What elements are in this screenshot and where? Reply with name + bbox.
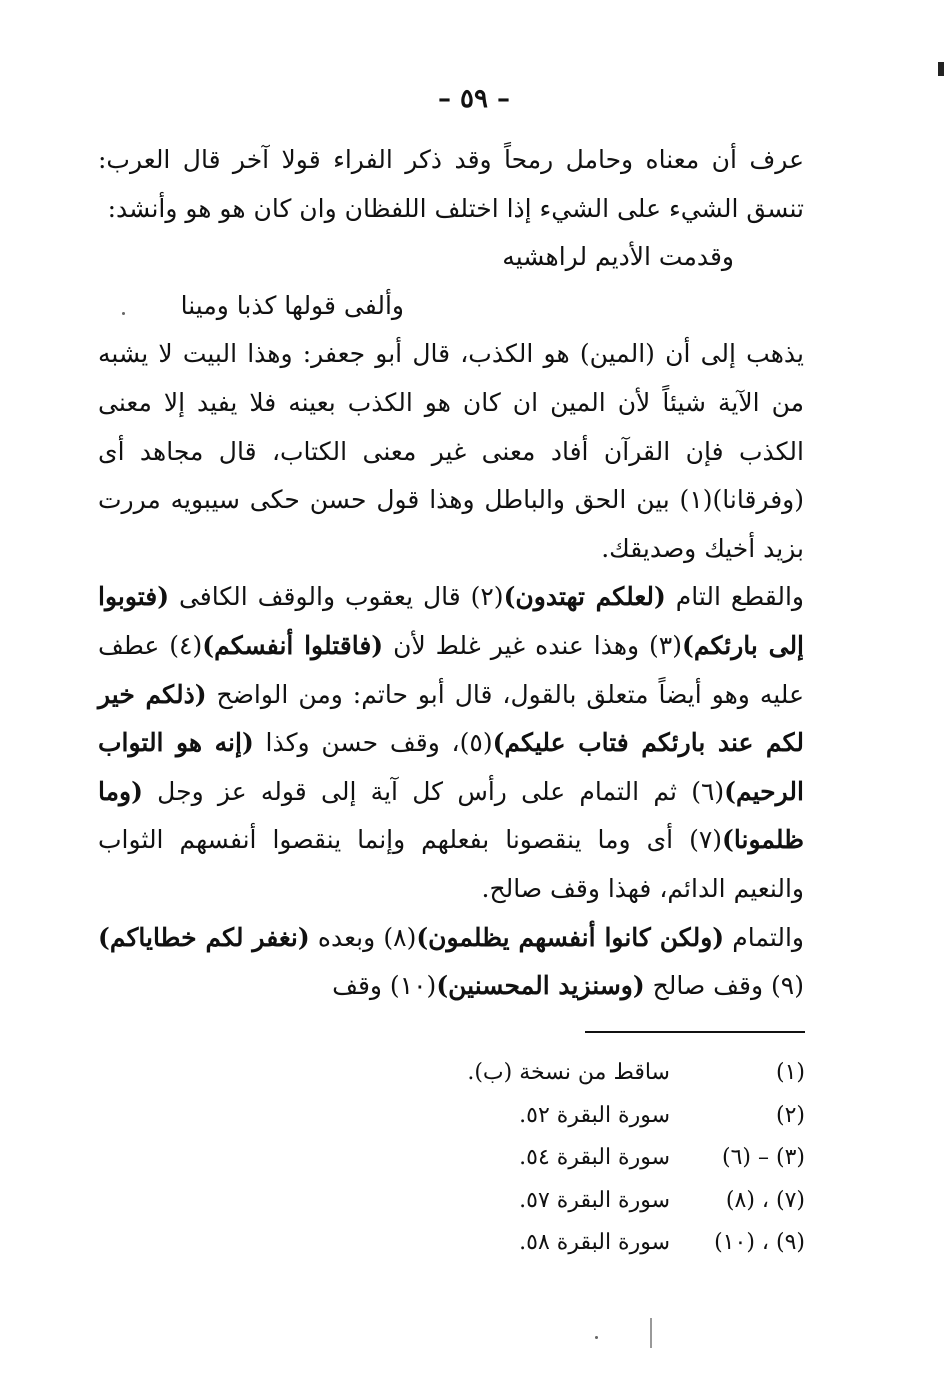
- text-segment: (٧) أى وما ينقصونا بفعلهم وإنما ينقصوا أنفسهم الثواب والنعيم الدائم، فهذا وقف صالح.: [98, 825, 804, 903]
- quran-quote: (وسنزيد المحسنين): [436, 971, 645, 1001]
- footnote-item: [440, 1222, 805, 1265]
- footnote-item: [440, 1137, 805, 1180]
- quran-quote: (لعلكم تهتدون): [503, 582, 666, 612]
- paragraph-1: عرف أن معناه وحامل رمحاً وقد ذكر الفراء قولا آخر قال العرب: تنسق الشيء على الشيء إذا اختلف اللفظان وان كان هو هو وأنشد:: [98, 145, 804, 223]
- quran-quote: (وما ظلمونا): [98, 776, 804, 855]
- scan-speck: [595, 1336, 598, 1339]
- footnote-text: سورة البقرة ٥٨.: [519, 1230, 670, 1256]
- quran-quote: (فتوبوا إلى بارئكم): [98, 582, 805, 660]
- footnote-item: [440, 1095, 805, 1138]
- footnote-number: (٣) – (٦): [722, 1145, 805, 1171]
- paragraph-3: [98, 573, 804, 913]
- footnote-item: [440, 1180, 805, 1223]
- text-segment: (٩) وقف صالح: [644, 971, 804, 1001]
- footnote-divider: [585, 1031, 805, 1033]
- text-segment: (٤) عطف عليه وهو أيضاً متعلق بالقول، قال أبو حاتم: ومن الواضح: [98, 630, 804, 709]
- text-segment: (٦) ثم التمام على رأس كل آية إلى قوله عز وجل: [142, 776, 725, 806]
- edge-mark: [938, 62, 944, 76]
- quran-quote: (ولكن كانوا أنفسهم يظلمون): [416, 922, 725, 952]
- text-segment: (٥)، وقف حسن وكذا: [253, 728, 493, 758]
- text-segment: والتمام: [724, 922, 805, 952]
- quran-quote: (فاقتلوا أنفسكم): [202, 630, 384, 660]
- scan-mark: [650, 1318, 652, 1348]
- footnote-number: (٩) ، (١٠): [714, 1230, 805, 1256]
- verse-line-1: وقدمت الأديم لراهشيه: [502, 242, 734, 272]
- scan-speck: [122, 312, 125, 315]
- paragraph-2: يذهب إلى أن (المين) هو الكذب، قال أبو جعفر: وهذا البيت لا يشبه من الآية شيئاً لأن المين ان كان هو الكذب بعينه فلا يفيد إلا معنى الكذب فإن القرآن أفاد معنى غير معنى الكتاب، قال مجاهد أى (وفرقانا)(١) بين الحق والباطل وهذا قول حسن حكى سيبويه مررت بزيد أخيك وصديقك.: [98, 339, 804, 563]
- footnote-item: [440, 1052, 805, 1095]
- footnote-text: سورة البقرة ٥٧.: [519, 1187, 670, 1213]
- text-segment: والقطع التام: [665, 582, 804, 612]
- paragraph-4: [98, 914, 804, 1011]
- page-number: – ٥٩ –: [437, 84, 511, 114]
- footnote-text: سورة البقرة ٥٤.: [519, 1145, 670, 1171]
- footnotes: [440, 1052, 805, 1265]
- footnote-number: (٧) ، (٨): [725, 1187, 805, 1213]
- text-segment: (٣) وهذا عنده غير غلط لأن: [383, 630, 682, 660]
- footnote-text: ساقط من نسخة (ب).: [467, 1060, 670, 1085]
- quran-quote: (ذلكم خير لكم عند بارئكم فتاب عليكم): [98, 679, 804, 758]
- main-text: [98, 136, 804, 1011]
- verse-line-2: وألفى قولها كذبا ومينا: [180, 290, 404, 320]
- footnote-text: سورة البقرة ٥٢.: [519, 1102, 670, 1128]
- quran-quote: (نغفر لكم خطاياكم): [98, 922, 310, 952]
- footnote-number: (١): [775, 1060, 805, 1085]
- text-segment: (١٠) وقف: [332, 971, 437, 1001]
- text-segment: (٨) وبعده: [309, 922, 417, 952]
- text-segment: (٢) قال يعقوب والوقف الكافى: [169, 582, 504, 612]
- footnote-number: (٢): [775, 1102, 805, 1128]
- quran-quote: (إنه هو التواب الرحيم): [98, 728, 804, 806]
